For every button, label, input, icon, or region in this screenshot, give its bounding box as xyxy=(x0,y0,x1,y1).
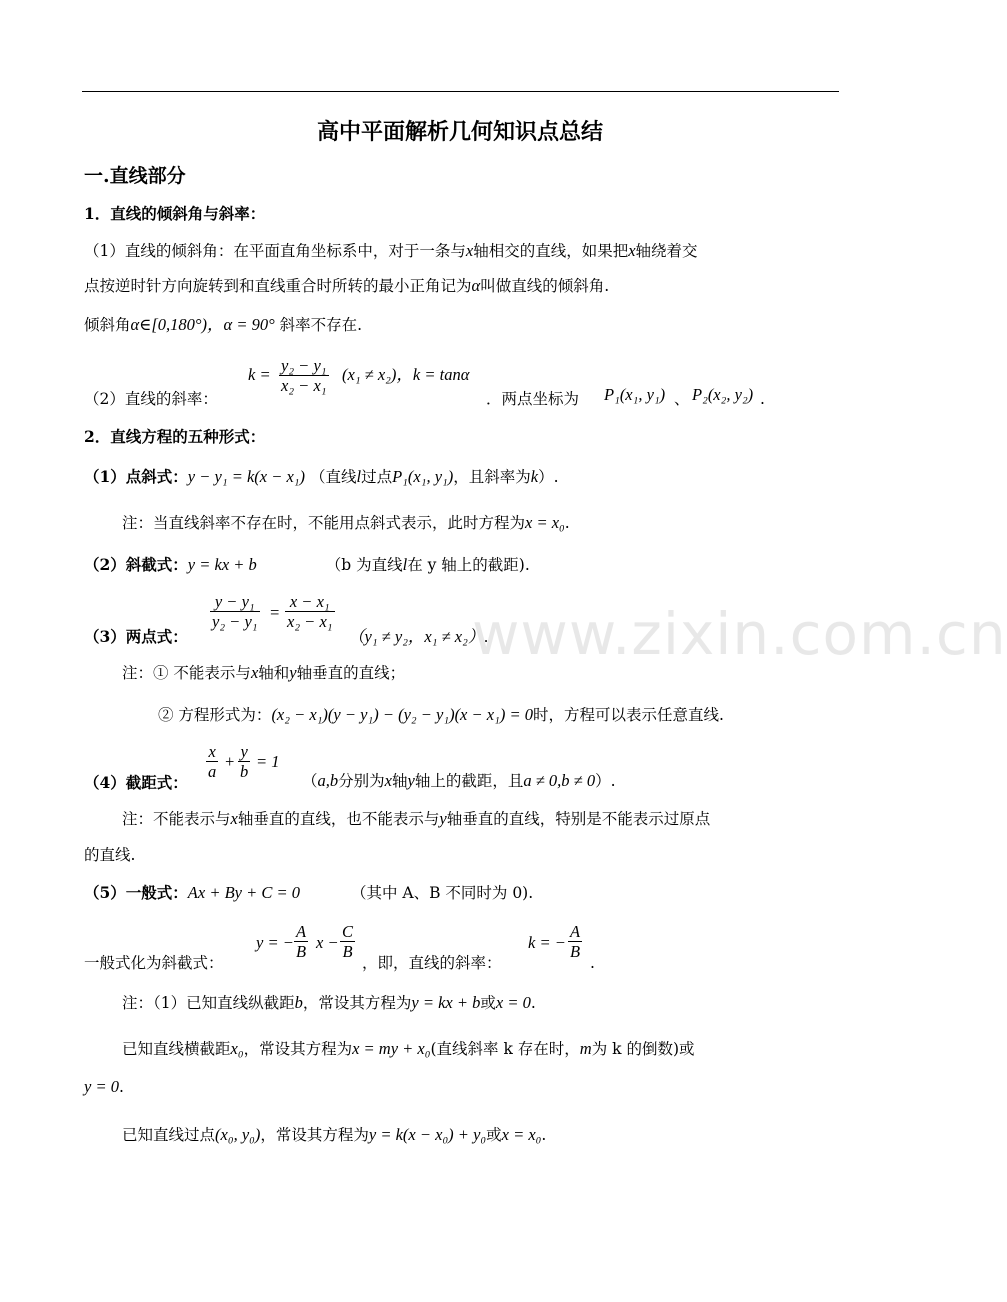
para-angle-range: 倾斜角α∈[0,180°)，α = 90° 斜率不存在. xyxy=(84,315,363,334)
section-heading: 一.直线部分 xyxy=(84,165,186,187)
watermark: www.zixin.com.cn xyxy=(472,600,1007,668)
para-angle-2: 点按逆时针方向旋转到和直线重合时所转的最小正角记为α叫做直线的倾斜角. xyxy=(84,276,610,295)
header-rule xyxy=(82,91,839,92)
subheading-slope: 1．直线的倾斜角与斜率： xyxy=(84,204,266,223)
para-slope: （2）直线的斜率： k = $\frac{\text{y₂ − y₁}}{\text{x₂ − x₁}}$ (x₁ ≠ x₂)，k = tanα ．两点坐标为 P₁(x₁, y₁) 、 P₂(x₂, y₂) . xyxy=(84,356,765,408)
note-point: 已知直线过点(x₀, y₀)，常设其方程为y = k(x − x₀) + y₀或x = x₀. xyxy=(122,1125,547,1144)
form-intercept: （4）截距式： $\frac{x}{a}$ + $\frac{y}{b}$ = 1 （a,b分别为x轴y轴上的截距，且a ≠ 0,b ≠ 0）. xyxy=(84,742,616,792)
note-two-point-2: ② 方程形式为：(x₂ − x₁)(y − y₁) − (y₂ − y₁)(x − x₁) = 0时，方程可以表示任意直线. xyxy=(158,705,724,724)
para-angle-1: （1）直线的倾斜角：在平面直角坐标系中，对于一条与x轴相交的直线，如果把x轴绕着交 xyxy=(84,241,698,260)
general-to-slope: 一般式化为斜截式： y = − $\frac{A}{B}$ x − $\frac{C}{B}$ ，即，直线的斜率： k = − $\frac{A}{B}$ . xyxy=(84,922,595,972)
subheading-forms: 2．直线方程的五种形式： xyxy=(84,427,266,446)
note-x-intercept-2: y = 0. xyxy=(84,1077,124,1096)
form-general: （5）一般式：Ax + By + C = 0 （其中 A、B 不同时为 0). xyxy=(84,883,534,902)
note-intercept-1: 注：不能表示与x轴垂直的直线，也不能表示与y轴垂直的直线，特别是不能表示过原点 xyxy=(122,809,711,828)
form-two-point: （3）两点式： $\frac{\text{y − y₁}}{\text{y₂ − y₁}}$ = $\frac{\text{x − x₁}}{\text{x₂ − x₁}}$ （y₁ ≠ y₂，x₁ ≠ x₂）. xyxy=(84,592,489,646)
note-x-intercept: 已知直线横截距x₀，常设其方程为x = my + x₀(直线斜率 k 存在时，m为 k 的倒数)或 xyxy=(122,1039,695,1058)
note-intercept-2: 的直线. xyxy=(84,846,136,864)
page-title: 高中平面解析几何知识点总结 xyxy=(316,119,603,145)
form-slope-intercept: （2）斜截式：y = kx + b （b 为直线l在 y 轴上的截距). xyxy=(84,555,530,574)
note-two-point-1: 注：① 不能表示与x轴和y轴垂直的直线； xyxy=(122,663,406,682)
note-y-intercept: 注：（1）已知直线纵截距b，常设其方程为y = kx + b或x = 0. xyxy=(122,993,536,1012)
note-point-slope: 注：当直线斜率不存在时，不能用点斜式表示，此时方程为x = x₀. xyxy=(122,513,570,532)
form-point-slope: （1）点斜式：y − y₁ = k(x − x₁) （直线l过点P₁(x₁, y₁)，且斜率为k）. xyxy=(84,467,559,486)
